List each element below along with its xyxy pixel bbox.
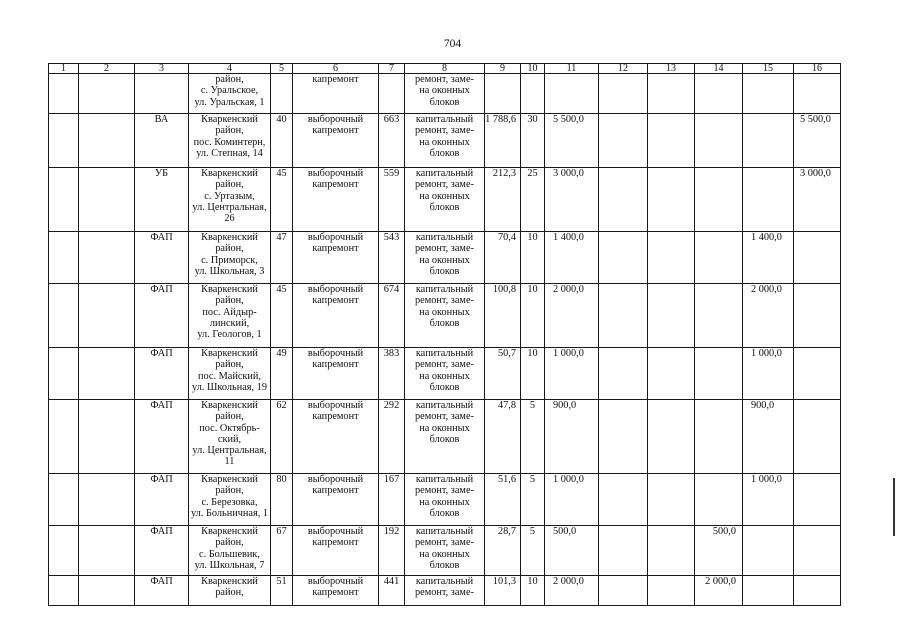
cell-percent bbox=[521, 232, 545, 284]
cell-number bbox=[379, 284, 405, 348]
cell-text: 5 500,0 bbox=[800, 114, 831, 125]
table-row bbox=[49, 474, 841, 526]
cell-col12 bbox=[599, 114, 648, 168]
repair-program-table bbox=[48, 63, 841, 606]
cell-address bbox=[189, 114, 271, 168]
cell-col2 bbox=[79, 474, 135, 526]
cell-text: 51 bbox=[276, 576, 287, 587]
cell-year bbox=[271, 114, 293, 168]
cell-col1 bbox=[49, 168, 79, 232]
cell-repair-type bbox=[293, 576, 379, 606]
cell-address bbox=[189, 74, 271, 114]
col-header: 15 bbox=[743, 64, 794, 74]
cell-text: 1 000,0 bbox=[553, 348, 584, 359]
cell-col2 bbox=[79, 74, 135, 114]
cell-year-col15 bbox=[743, 284, 794, 348]
cell-total-cost bbox=[545, 284, 599, 348]
cell-col12 bbox=[599, 576, 648, 606]
page-number: 704 bbox=[443, 38, 462, 50]
col-header: 2 bbox=[79, 64, 135, 74]
cell-year-col14 bbox=[695, 168, 743, 232]
cell-repair-type bbox=[293, 232, 379, 284]
cell-address bbox=[189, 526, 271, 576]
cell-work-description bbox=[405, 400, 485, 474]
cell-text: ФАП bbox=[150, 576, 173, 587]
cell-text: 10 bbox=[527, 348, 538, 359]
cell-col2 bbox=[79, 348, 135, 400]
cell-col13 bbox=[648, 576, 695, 606]
cell-year-col15 bbox=[743, 526, 794, 576]
cell-col2 bbox=[79, 168, 135, 232]
col-header: 7 bbox=[379, 64, 405, 74]
cell-percent bbox=[521, 400, 545, 474]
cell-year-col14 bbox=[695, 474, 743, 526]
cell-text: 5 500,0 bbox=[553, 114, 584, 125]
cell-text: УБ bbox=[154, 168, 169, 179]
cell-text: 2 000,0 bbox=[553, 576, 584, 587]
cell-year-col15 bbox=[743, 114, 794, 168]
col-header: 10 bbox=[521, 64, 545, 74]
table-row bbox=[49, 400, 841, 474]
cell-text: ФАП bbox=[150, 232, 173, 243]
cell-area bbox=[485, 284, 521, 348]
cell-year-col15 bbox=[743, 400, 794, 474]
cell-address bbox=[189, 474, 271, 526]
cell-text: 1 400,0 bbox=[553, 232, 584, 243]
cell-text: 30 bbox=[527, 114, 538, 125]
table-row bbox=[49, 348, 841, 400]
cell-year-col16 bbox=[794, 74, 841, 114]
cell-text: Кваркенский район, пос. Айдыр- линский, ул. Геологов, 1 bbox=[197, 284, 262, 341]
cell-work-description bbox=[405, 168, 485, 232]
cell-facility-type bbox=[135, 348, 189, 400]
table-row bbox=[49, 168, 841, 232]
cell-col12 bbox=[599, 284, 648, 348]
cell-text: выборочный капремонт bbox=[307, 576, 364, 599]
cell-address bbox=[189, 168, 271, 232]
cell-text: 49 bbox=[276, 348, 287, 359]
cell-col13 bbox=[648, 74, 695, 114]
cell-text: Кваркенский район, с. Березовка, ул. Больничная, 1 bbox=[190, 474, 269, 519]
cell-text: 101,3 bbox=[492, 576, 516, 587]
cell-address bbox=[189, 400, 271, 474]
cell-text: Кваркенский район, пос. Октябрь- ский, ул. Центральная, 11 bbox=[192, 400, 267, 468]
cell-text: 67 bbox=[276, 526, 287, 537]
cell-text: ФАП bbox=[150, 474, 173, 485]
cell-text: выборочный капремонт bbox=[307, 114, 364, 137]
cell-percent bbox=[521, 526, 545, 576]
cell-total-cost bbox=[545, 74, 599, 114]
cell-year-col16 bbox=[794, 474, 841, 526]
cell-text: 2 000,0 bbox=[553, 284, 584, 295]
table-row bbox=[49, 232, 841, 284]
cell-total-cost bbox=[545, 474, 599, 526]
cell-facility-type bbox=[135, 474, 189, 526]
cell-area bbox=[485, 474, 521, 526]
cell-facility-type bbox=[135, 168, 189, 232]
cell-col2 bbox=[79, 114, 135, 168]
cell-area bbox=[485, 114, 521, 168]
cell-percent bbox=[521, 348, 545, 400]
cell-repair-type bbox=[293, 348, 379, 400]
cell-col13 bbox=[648, 168, 695, 232]
cell-text: 441 bbox=[383, 576, 400, 587]
cell-text: Кваркенский район, с. Уртазым, ул. Центральная, 26 bbox=[192, 168, 267, 225]
cell-text: 1 400,0 bbox=[751, 232, 782, 243]
cell-address bbox=[189, 232, 271, 284]
cell-text: 5 bbox=[529, 400, 536, 411]
cell-year-col16 bbox=[794, 168, 841, 232]
cell-text: капитальный ремонт, заме- на оконных блоков bbox=[415, 168, 474, 213]
cell-text: 51,6 bbox=[497, 474, 516, 485]
cell-year-col16 bbox=[794, 400, 841, 474]
cell-work-description bbox=[405, 74, 485, 114]
cell-col13 bbox=[648, 284, 695, 348]
cell-text: 5 bbox=[529, 474, 536, 485]
cell-number bbox=[379, 526, 405, 576]
cell-year-col14 bbox=[695, 284, 743, 348]
cell-work-description bbox=[405, 526, 485, 576]
cell-text: 900,0 bbox=[751, 400, 775, 411]
cell-year-col14 bbox=[695, 526, 743, 576]
cell-year-col15 bbox=[743, 576, 794, 606]
cell-col12 bbox=[599, 74, 648, 114]
cell-year-col15 bbox=[743, 168, 794, 232]
cell-col2 bbox=[79, 400, 135, 474]
cell-year-col16 bbox=[794, 114, 841, 168]
cell-total-cost bbox=[545, 114, 599, 168]
cell-text: 100,8 bbox=[492, 284, 516, 295]
cell-year-col16 bbox=[794, 348, 841, 400]
col-header: 6 bbox=[293, 64, 379, 74]
cell-col1 bbox=[49, 284, 79, 348]
cell-percent bbox=[521, 114, 545, 168]
cell-year bbox=[271, 284, 293, 348]
cell-text: 543 bbox=[383, 232, 400, 243]
cell-text: 3 000,0 bbox=[553, 168, 584, 179]
cell-area bbox=[485, 348, 521, 400]
cell-text: 3 000,0 bbox=[800, 168, 831, 179]
cell-text: 70,4 bbox=[497, 232, 516, 243]
cell-text: 25 bbox=[527, 168, 538, 179]
cell-text: 47,8 bbox=[497, 400, 516, 411]
cell-text: 28,7 bbox=[497, 526, 516, 537]
cell-text: 10 bbox=[527, 232, 538, 243]
cell-repair-type bbox=[293, 474, 379, 526]
cell-work-description bbox=[405, 284, 485, 348]
cell-col13 bbox=[648, 526, 695, 576]
cell-number bbox=[379, 74, 405, 114]
cell-facility-type bbox=[135, 74, 189, 114]
col-header: 11 bbox=[545, 64, 599, 74]
cell-year-col14 bbox=[695, 576, 743, 606]
cell-total-cost bbox=[545, 576, 599, 606]
cell-total-cost bbox=[545, 348, 599, 400]
cell-text: 192 bbox=[383, 526, 400, 537]
cell-text: выборочный капремонт bbox=[307, 526, 364, 549]
cell-text: капитальный ремонт, заме- на оконных блоков bbox=[415, 114, 474, 159]
cell-year bbox=[271, 74, 293, 114]
cell-text: выборочный капремонт bbox=[307, 400, 364, 423]
cell-col2 bbox=[79, 232, 135, 284]
cell-work-description bbox=[405, 114, 485, 168]
cell-percent bbox=[521, 474, 545, 526]
cell-total-cost bbox=[545, 168, 599, 232]
cell-percent bbox=[521, 74, 545, 114]
cell-number bbox=[379, 348, 405, 400]
cell-percent bbox=[521, 576, 545, 606]
cell-text: Кваркенский район, bbox=[201, 576, 258, 599]
cell-text: 47 bbox=[276, 232, 287, 243]
cell-text: 663 bbox=[383, 114, 400, 125]
cell-year bbox=[271, 526, 293, 576]
cell-facility-type bbox=[135, 400, 189, 474]
cell-col2 bbox=[79, 526, 135, 576]
cell-text: выборочный капремонт bbox=[307, 168, 364, 191]
cell-text: 45 bbox=[276, 168, 287, 179]
cell-col13 bbox=[648, 474, 695, 526]
cell-work-description bbox=[405, 232, 485, 284]
cell-number bbox=[379, 474, 405, 526]
cell-col13 bbox=[648, 400, 695, 474]
cell-year-col15 bbox=[743, 474, 794, 526]
cell-text: 1 000,0 bbox=[553, 474, 584, 485]
cell-year-col15 bbox=[743, 74, 794, 114]
cell-text: 62 bbox=[276, 400, 287, 411]
cell-number bbox=[379, 576, 405, 606]
cell-year-col16 bbox=[794, 232, 841, 284]
cell-col12 bbox=[599, 474, 648, 526]
col-header: 9 bbox=[485, 64, 521, 74]
cell-col12 bbox=[599, 348, 648, 400]
cell-text: 2 000,0 bbox=[751, 284, 782, 295]
cell-text: 559 bbox=[383, 168, 400, 179]
cell-work-description bbox=[405, 348, 485, 400]
cell-area bbox=[485, 232, 521, 284]
scan-edge-mark bbox=[893, 478, 895, 536]
col-header: 14 bbox=[695, 64, 743, 74]
cell-text: Кваркенский район, с. Приморск, ул. Школьная, 3 bbox=[194, 232, 265, 277]
cell-text: 10 bbox=[527, 576, 538, 587]
cell-year bbox=[271, 168, 293, 232]
cell-address bbox=[189, 576, 271, 606]
cell-text: ФАП bbox=[150, 400, 173, 411]
cell-year-col16 bbox=[794, 576, 841, 606]
cell-year bbox=[271, 232, 293, 284]
cell-col13 bbox=[648, 114, 695, 168]
cell-text: 167 bbox=[383, 474, 400, 485]
cell-text: капитальный ремонт, заме- на оконных блоков bbox=[415, 232, 474, 277]
cell-text: выборочный капремонт bbox=[307, 232, 364, 255]
cell-text: ФАП bbox=[150, 284, 173, 295]
header-row bbox=[49, 64, 841, 74]
cell-area bbox=[485, 74, 521, 114]
cell-col1 bbox=[49, 526, 79, 576]
cell-year-col16 bbox=[794, 526, 841, 576]
cell-repair-type bbox=[293, 168, 379, 232]
cell-text: 674 bbox=[383, 284, 400, 295]
cell-year-col15 bbox=[743, 348, 794, 400]
cell-text: капитальный ремонт, заме- на оконных блоков bbox=[415, 474, 474, 519]
cell-text: 500,0 bbox=[553, 526, 577, 537]
cell-percent bbox=[521, 284, 545, 348]
cell-year-col14 bbox=[695, 348, 743, 400]
cell-col13 bbox=[648, 232, 695, 284]
table-row bbox=[49, 576, 841, 606]
cell-repair-type bbox=[293, 284, 379, 348]
cell-area bbox=[485, 400, 521, 474]
cell-col12 bbox=[599, 232, 648, 284]
cell-area bbox=[485, 576, 521, 606]
cell-text: выборочный капремонт bbox=[307, 348, 364, 371]
cell-text: Кваркенский район, пос. Коминтерн, ул. Степная, 14 bbox=[193, 114, 266, 159]
cell-text: ВА bbox=[154, 114, 169, 125]
cell-text: 1 000,0 bbox=[751, 474, 782, 485]
cell-facility-type bbox=[135, 114, 189, 168]
cell-text: 40 bbox=[276, 114, 287, 125]
cell-year-col14 bbox=[695, 232, 743, 284]
cell-year-col14 bbox=[695, 74, 743, 114]
cell-text: 292 bbox=[383, 400, 400, 411]
cell-text: выборочный капремонт bbox=[307, 474, 364, 497]
table-row bbox=[49, 284, 841, 348]
table-row bbox=[49, 114, 841, 168]
cell-col12 bbox=[599, 400, 648, 474]
col-header: 3 bbox=[135, 64, 189, 74]
col-header: 4 bbox=[189, 64, 271, 74]
cell-year-col14 bbox=[695, 114, 743, 168]
cell-year bbox=[271, 348, 293, 400]
cell-work-description bbox=[405, 474, 485, 526]
cell-repair-type bbox=[293, 400, 379, 474]
cell-col12 bbox=[599, 526, 648, 576]
cell-text: Кваркенский район, с. Большевик, ул. Школьная, 7 bbox=[194, 526, 265, 571]
cell-text: капитальный ремонт, заме- на оконных блоков bbox=[415, 348, 474, 393]
cell-year-col15 bbox=[743, 232, 794, 284]
cell-total-cost bbox=[545, 526, 599, 576]
cell-total-cost bbox=[545, 400, 599, 474]
cell-year bbox=[271, 474, 293, 526]
table-row bbox=[49, 74, 841, 114]
col-header: 5 bbox=[271, 64, 293, 74]
cell-text: 212,3 bbox=[492, 168, 516, 179]
cell-text: 50,7 bbox=[497, 348, 516, 359]
cell-area bbox=[485, 526, 521, 576]
cell-text: район, с. Уральское, ул. Уральская, 1 bbox=[194, 74, 265, 108]
cell-text: 1 788,6 bbox=[485, 114, 516, 125]
cell-col1 bbox=[49, 474, 79, 526]
cell-repair-type bbox=[293, 526, 379, 576]
cell-year-col16 bbox=[794, 284, 841, 348]
cell-col1 bbox=[49, 348, 79, 400]
cell-year bbox=[271, 400, 293, 474]
cell-text: капитальный ремонт, заме- на оконных блоков bbox=[415, 284, 474, 329]
cell-number bbox=[379, 168, 405, 232]
cell-text: ремонт, заме- на оконных блоков bbox=[415, 74, 474, 108]
cell-text: капитальный ремонт, заме- на оконных блоков bbox=[415, 526, 474, 571]
col-header: 8 bbox=[405, 64, 485, 74]
cell-col2 bbox=[79, 576, 135, 606]
cell-address bbox=[189, 284, 271, 348]
cell-facility-type bbox=[135, 526, 189, 576]
cell-repair-type bbox=[293, 74, 379, 114]
cell-text: ФАП bbox=[150, 526, 173, 537]
cell-work-description bbox=[405, 576, 485, 606]
cell-text: 10 bbox=[527, 284, 538, 295]
cell-text: 500,0 bbox=[712, 526, 736, 537]
cell-col1 bbox=[49, 576, 79, 606]
table-row bbox=[49, 526, 841, 576]
cell-repair-type bbox=[293, 114, 379, 168]
cell-number bbox=[379, 114, 405, 168]
cell-text: капремонт bbox=[312, 74, 359, 85]
cell-text: выборочный капремонт bbox=[307, 284, 364, 307]
cell-text: 900,0 bbox=[553, 400, 577, 411]
cell-text: Кваркенский район, пос. Майский, ул. Школьная, 19 bbox=[192, 348, 267, 393]
cell-text: 45 bbox=[276, 284, 287, 295]
cell-total-cost bbox=[545, 232, 599, 284]
cell-facility-type bbox=[135, 284, 189, 348]
cell-text: 2 000,0 bbox=[705, 576, 736, 587]
cell-area bbox=[485, 168, 521, 232]
cell-col1 bbox=[49, 114, 79, 168]
cell-facility-type bbox=[135, 232, 189, 284]
cell-number bbox=[379, 400, 405, 474]
cell-address bbox=[189, 348, 271, 400]
cell-col1 bbox=[49, 400, 79, 474]
cell-text: 383 bbox=[383, 348, 400, 359]
cell-col2 bbox=[79, 284, 135, 348]
cell-number bbox=[379, 232, 405, 284]
cell-percent bbox=[521, 168, 545, 232]
cell-text: ФАП bbox=[150, 348, 173, 359]
cell-text: 80 bbox=[276, 474, 287, 485]
cell-col1 bbox=[49, 74, 79, 114]
col-header: 16 bbox=[794, 64, 841, 74]
cell-col1 bbox=[49, 232, 79, 284]
cell-text: капитальный ремонт, заме- bbox=[415, 576, 474, 599]
cell-col12 bbox=[599, 168, 648, 232]
cell-year-col14 bbox=[695, 400, 743, 474]
cell-facility-type bbox=[135, 576, 189, 606]
col-header: 13 bbox=[648, 64, 695, 74]
col-header: 1 bbox=[49, 64, 79, 74]
cell-text: капитальный ремонт, заме- на оконных блоков bbox=[415, 400, 474, 445]
cell-year bbox=[271, 576, 293, 606]
col-header: 12 bbox=[599, 64, 648, 74]
cell-text: 5 bbox=[529, 526, 536, 537]
cell-text: 1 000,0 bbox=[751, 348, 782, 359]
cell-col13 bbox=[648, 348, 695, 400]
